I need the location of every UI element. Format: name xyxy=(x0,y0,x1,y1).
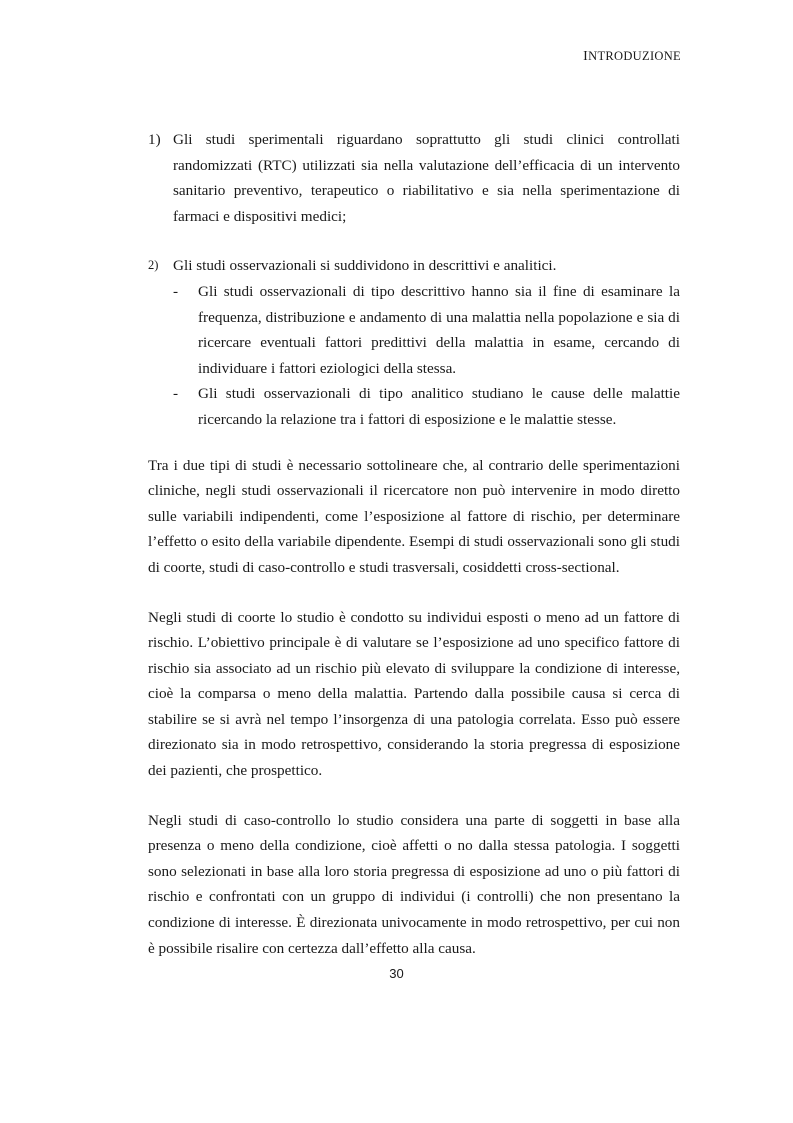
sublist-item-analytic xyxy=(173,381,680,432)
sublist-item-descriptive xyxy=(173,279,680,381)
paragraph-study-types: Tra i due tipi di studi è necessario sottolineare che, al contrario delle sperimentazioni cliniche, negli studi osservazionali il ricercatore non può intervenire in modo diretto sulle variabili indipendenti, come l’esposizione al fattore di rischio, per determinare l’effetto o esito della variabile dipendente. Esempi di studi osservazionali sono gli studi di coorte, studi di caso-controllo e studi trasversali, cosiddetti cross-sectional. xyxy=(148,456,680,576)
list-item-1-number: 1) xyxy=(148,131,161,148)
list-item-2-number: 2) xyxy=(148,258,159,273)
sublist-item-text: Gli studi osservazionali di tipo analitico studiano le cause delle malattie ricercando la relazione tra i fattori di esposizione e le malattie stesse. xyxy=(198,385,680,428)
list-item-1 xyxy=(148,127,680,229)
paragraph-cohort-studies: Negli studi di coorte lo studio è condotto su individui esposti o meno ad un fattore di rischio. L’obiettivo principale è di valutare se l’esposizione ad uno specifico fattore di rischio sia associato ad un rischio più elevato di sviluppare la condizione di interesse, cioè la comparsa o meno della malattia. Partendo dalla possibile causa si cerca di stabilire se si avrà nel tempo l’insorgenza di una patologia correlata. Esso può essere direzionato sia in modo retrospettivo, considerando la storia pregressa di esposizione dei pazienti, che prospettico. xyxy=(148,608,680,780)
sublist xyxy=(173,279,680,433)
list-item-2 xyxy=(148,253,680,432)
sublist-item-marker: - xyxy=(173,385,179,403)
paragraph-case-control-studies: Negli studi di caso-controllo lo studio considera una parte di soggetti in base alla presenza o meno della condizione, cioè affetti o no dalla stessa patologia. I soggetti sono selezionati in base alla loro storia pregressa di esposizione ad uno o più fattori di rischio e confrontati con un gruppo di individui (i controlli) che non presentano la condizione di interesse. È direzionata univocamente in modo retrospettivo, per cui non è possibile risalire con certezza dall’effetto alla causa. xyxy=(148,811,680,957)
sublist-item-text: Gli studi osservazionali di tipo descrittivo hanno sia il fine di esaminare la frequenza, distribuzione e andamento di una malattia nella popolazione e sia di ricercare eventuali fattori predittivi della malattia in esame, cercando di individuare i fattori eziologici della stessa. xyxy=(198,282,680,377)
list-item-2-text: Gli studi osservazionali si suddividono in descrittivi e analitici. xyxy=(173,257,557,275)
running-header-initial: I xyxy=(583,49,589,64)
list-item-1-text: Gli studi sperimentali riguardano soprattutto gli studi clinici controllati randomizzati (RTC) utilizzati sia nella valutazione dell’efficacia di un intervento sanitario preventivo, terapeutico o riabilitativo e sia nella sperimentazione di farmaci e dispositivi medici; xyxy=(173,131,680,225)
running-header xyxy=(583,49,681,65)
sublist-item-marker: - xyxy=(173,282,179,300)
page-body xyxy=(148,127,680,961)
running-header-rest: NTRODUZIONE xyxy=(588,49,681,63)
page-number: 30 xyxy=(389,966,404,981)
